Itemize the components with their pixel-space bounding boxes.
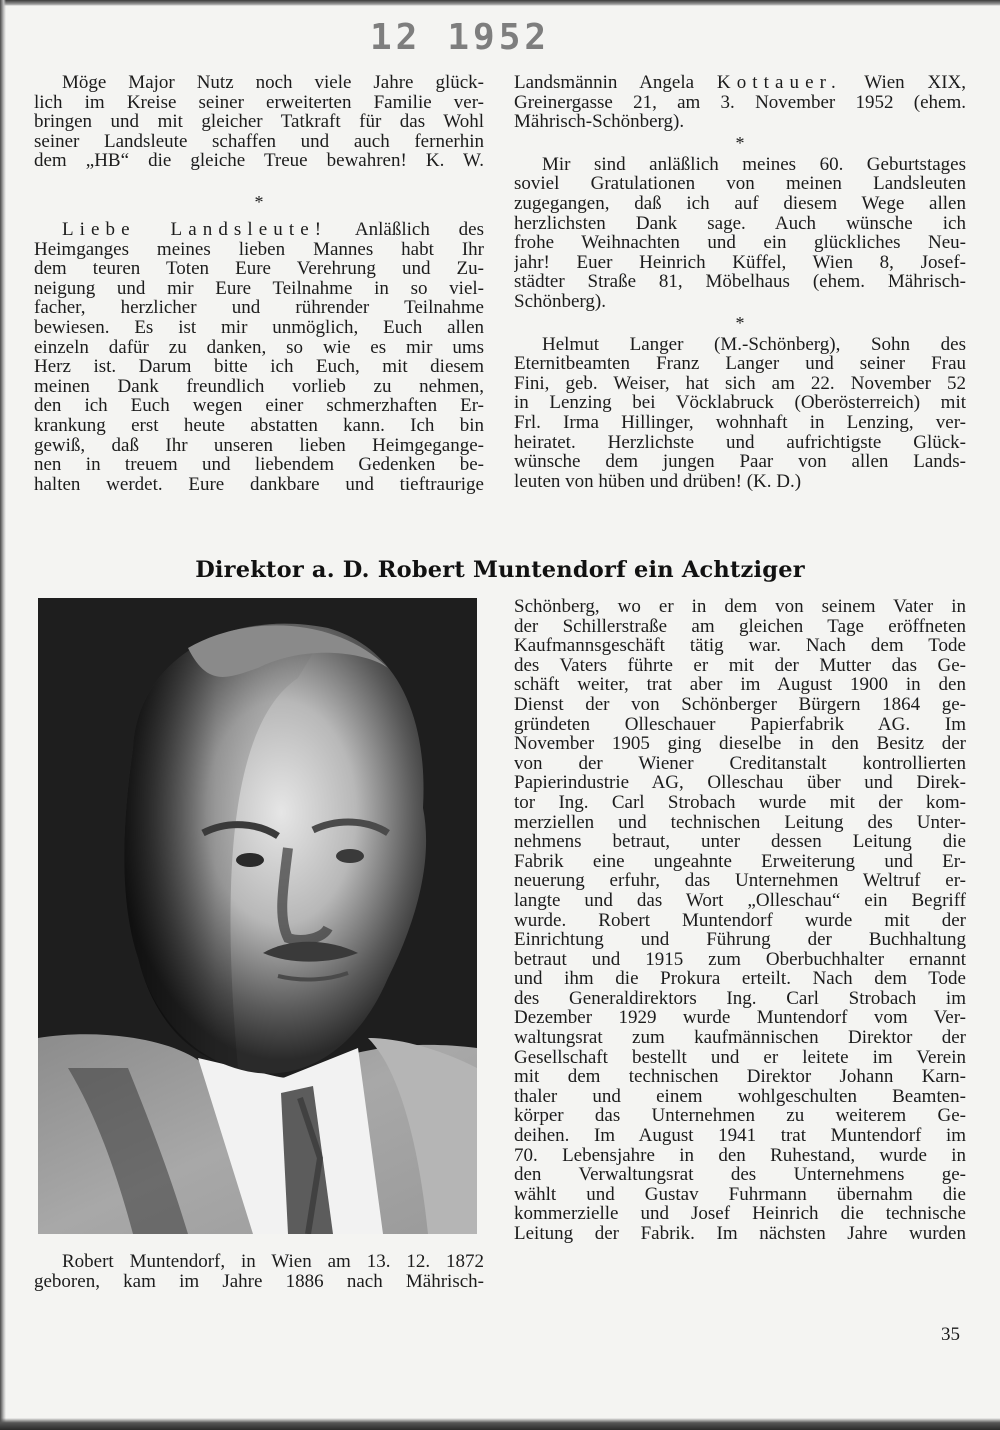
text-line: wurde. Robert Muntendorf wurde mit der xyxy=(514,910,966,931)
text-line: herzlichsten Dank sage. Auch wünsche ich xyxy=(514,213,966,234)
text-fragment: Anläßlich des xyxy=(354,219,484,240)
text-line: neigung und mir Eure Teilnahme in so viel- xyxy=(34,278,484,299)
text-line: jahr! Euer Heinrich Küffel, Wien 8, Josef- xyxy=(514,252,966,273)
text-line: Gesellschaft bestellt und er leitete im Verein xyxy=(514,1047,966,1068)
text-line: soviel Gratulationen von meinen Landsleuten xyxy=(514,174,966,194)
text-fragment: Wien XIX, xyxy=(864,73,966,93)
text-line: heiratet. Herzlichste und aufrichtigste Glück- xyxy=(514,432,966,453)
text-line: einzeln dafür zu danken, so wie es mir ums xyxy=(34,337,484,358)
text-line: Kaufmannsgeschäft tätig war. Nach dem Tode xyxy=(514,636,966,656)
scan-edge-bottom xyxy=(0,1418,1000,1430)
salutation: Liebe Landsleute! xyxy=(62,219,328,240)
text-line: schäft weiter, trat aber im August 1900 in den xyxy=(514,675,966,695)
page-number: 35 xyxy=(941,1324,960,1345)
text-line: zugegangen, daß ich auf diesem Wege allen xyxy=(514,193,966,214)
portrait-icon xyxy=(38,598,477,1234)
text-line: des Generaldirektors Ing. Carl Strobach im xyxy=(514,988,966,1009)
text-line: und ihm die Prokura erteilt. Nach dem Tode xyxy=(514,969,966,989)
text-line: seiner Landsleute schaffen und auch fernerhin xyxy=(34,131,484,152)
text-line: mit dem technischen Direktor Johann Karn- xyxy=(514,1067,966,1087)
text-line: geboren, kam im Jahre 1886 nach Mährisch- xyxy=(34,1271,484,1292)
portrait-photo xyxy=(38,598,477,1234)
paragraph-kueffel xyxy=(514,155,966,312)
text-line: der Schillerstraße am gleichen Tage eröffneten xyxy=(514,616,966,637)
text-line: frohe Weihnachten und ein glückliches Neu- xyxy=(514,233,966,253)
text-line: nehmens betraut, unter dessen Leitung die xyxy=(514,832,966,852)
text-line: nen in treuem und liebendem Gedenken be- xyxy=(34,455,484,475)
text-line: Fini, geb. Weiser, hat sich am 22. November 52 xyxy=(514,373,966,394)
text-fragment: Landsmännin Angela xyxy=(514,73,695,93)
text-line: den Verwaltungsrat des Unternehmens ge- xyxy=(514,1165,966,1185)
text-line: wünsche dem jungen Paar von allen Lands- xyxy=(514,452,966,472)
scan-edge-top xyxy=(0,0,1000,6)
text-line: langte und das Wort „Olleschau“ ein Begriff xyxy=(514,890,966,911)
text-line: leuten von hüben und drüben! (K. D.) xyxy=(514,471,802,492)
text-line: thaler und einem wohlgeschulten Beamten- xyxy=(514,1086,966,1107)
text-line: Herz ist. Darum bitte ich Euch, mit diesem xyxy=(34,357,484,377)
right-column-top xyxy=(514,73,966,491)
text-line: bringen und mit gleicher Tatkraft für das Wohl xyxy=(34,112,484,132)
text-line: kommerzielle und Josef Heinrich die technische xyxy=(514,1204,966,1224)
photo-caption xyxy=(34,1252,484,1291)
paragraph-major-nutz xyxy=(34,73,484,171)
date-stamp-year: 1952 xyxy=(447,17,551,58)
text-line: Mährisch-Schönberg). xyxy=(514,112,685,132)
text-line: städter Straße 81, Möbelhaus (ehem. Mährisch- xyxy=(514,272,966,292)
paragraph-liebe-landsleute xyxy=(34,220,484,494)
name-kottauer: Kottauer. xyxy=(716,73,842,93)
date-stamp xyxy=(370,18,550,58)
text-line: Dienst der von Schönberger Bürgern 1864 ge- xyxy=(514,694,966,715)
text-line: 70. Lebensjahre in den Ruhestand, wurde in xyxy=(514,1145,966,1166)
text-line: von der Wiener Creditanstalt kontrollierten xyxy=(514,753,966,774)
text-line: Schönberg, wo er in dem von seinem Vater in xyxy=(514,597,966,617)
text-line: November 1905 ging dieselbe in den Besitz der xyxy=(514,734,966,754)
text-line: gewiß, daß Ihr unseren lieben Heimgegange- xyxy=(34,435,484,456)
text-line: in Lenzing bei Vöcklabruck (Oberösterreich) mit xyxy=(514,393,966,413)
text-line xyxy=(34,220,484,240)
text-line: facher, herzlicher und rührender Teilnahme xyxy=(34,298,484,318)
separator-asterisk: * xyxy=(254,191,264,212)
text-line: Einrichtung und Führung der Buchhaltung xyxy=(514,930,966,950)
separator-asterisk: * xyxy=(735,132,745,153)
text-line: Möge Major Nutz noch viele Jahre glück- xyxy=(62,73,484,93)
text-line: Greinergasse 21, am 3. November 1952 (ehem. xyxy=(514,92,966,113)
text-line: Heimganges meines lieben Mannes habt Ihr xyxy=(34,239,484,260)
text-line: neuerung erfuhr, das Unternehmen Weltruf er- xyxy=(514,871,966,891)
left-column-top xyxy=(34,73,484,494)
text-line: tor Ing. Carl Strobach wurde mit der kom- xyxy=(514,792,966,813)
text-line: gründeten Olleschauer Papierfabrik AG. Im xyxy=(514,714,966,735)
scan-edge-left xyxy=(0,0,6,1430)
text-line: bewiesen. Es ist mir unmöglich, Euch allen xyxy=(34,317,484,338)
article-body xyxy=(514,597,966,1244)
text-line: halten werdet. Eure dankbare und tieftraurige xyxy=(34,474,484,495)
text-line: Mir sind anläßlich meines 60. Geburtstages xyxy=(542,154,966,175)
text-line: waltungsrat zum kaufmännischen Direktor der xyxy=(514,1028,966,1048)
text-line xyxy=(514,73,966,93)
text-line: deihen. Im August 1941 trat Muntendorf im xyxy=(514,1126,966,1146)
text-line: des Vaters führte er mit der Mutter das Ge- xyxy=(514,655,966,676)
text-line: dem „HB“ die gleiche Treue bewahren! K. W. xyxy=(34,151,484,171)
text-line: Fabrik eine ungeahnte Erweiterung und Er- xyxy=(514,851,966,872)
text-line: wählt und Gustav Fuhrmann übernahm die xyxy=(514,1184,966,1205)
date-stamp-month: 12 xyxy=(370,17,422,58)
text-line: den ich Euch wegen einer schmerzhaften Er- xyxy=(34,396,484,416)
text-line: Robert Muntendorf, in Wien am 13. 12. 1872 xyxy=(62,1252,484,1272)
text-line: körper das Unternehmen zu weiterem Ge- xyxy=(514,1106,966,1127)
text-line: Eternitbeamten Franz Langer und seiner Frau xyxy=(514,354,966,374)
text-line: Frl. Irma Hillinger, wohnhaft in Lenzing, ver- xyxy=(514,412,966,433)
text-line: merziellen und technischen Leitung des Unter- xyxy=(514,812,966,833)
text-line: betraut und 1915 zum Oberbuchhalter ernannt xyxy=(514,949,966,970)
text-line: Schönberg). xyxy=(514,291,606,312)
article-headline: Direktor a. D. Robert Muntendorf ein Achtziger xyxy=(195,557,805,583)
text-line: dem teuren Toten Eure Verehrung und Zu- xyxy=(34,259,484,279)
text-line: lich im Kreise seiner erweiterten Familie ver- xyxy=(34,92,484,113)
text-line: meinen Dank freundlich vorlieb zu nehmen, xyxy=(34,376,484,397)
paragraph-langer xyxy=(514,335,966,492)
text-line: krankung erst heute abstatten kann. Ich bin xyxy=(34,415,484,436)
text-line: Leitung der Fabrik. Im nächsten Jahre wurden xyxy=(514,1224,966,1244)
text-line: Papierindustrie AG, Olleschau über und Direk- xyxy=(514,773,966,793)
separator-asterisk: * xyxy=(735,312,745,333)
paragraph-kottauer xyxy=(514,73,966,132)
text-line: Helmut Langer (M.-Schönberg), Sohn des xyxy=(542,334,966,355)
text-line: Dezember 1929 wurde Muntendorf vom Ver- xyxy=(514,1008,966,1029)
